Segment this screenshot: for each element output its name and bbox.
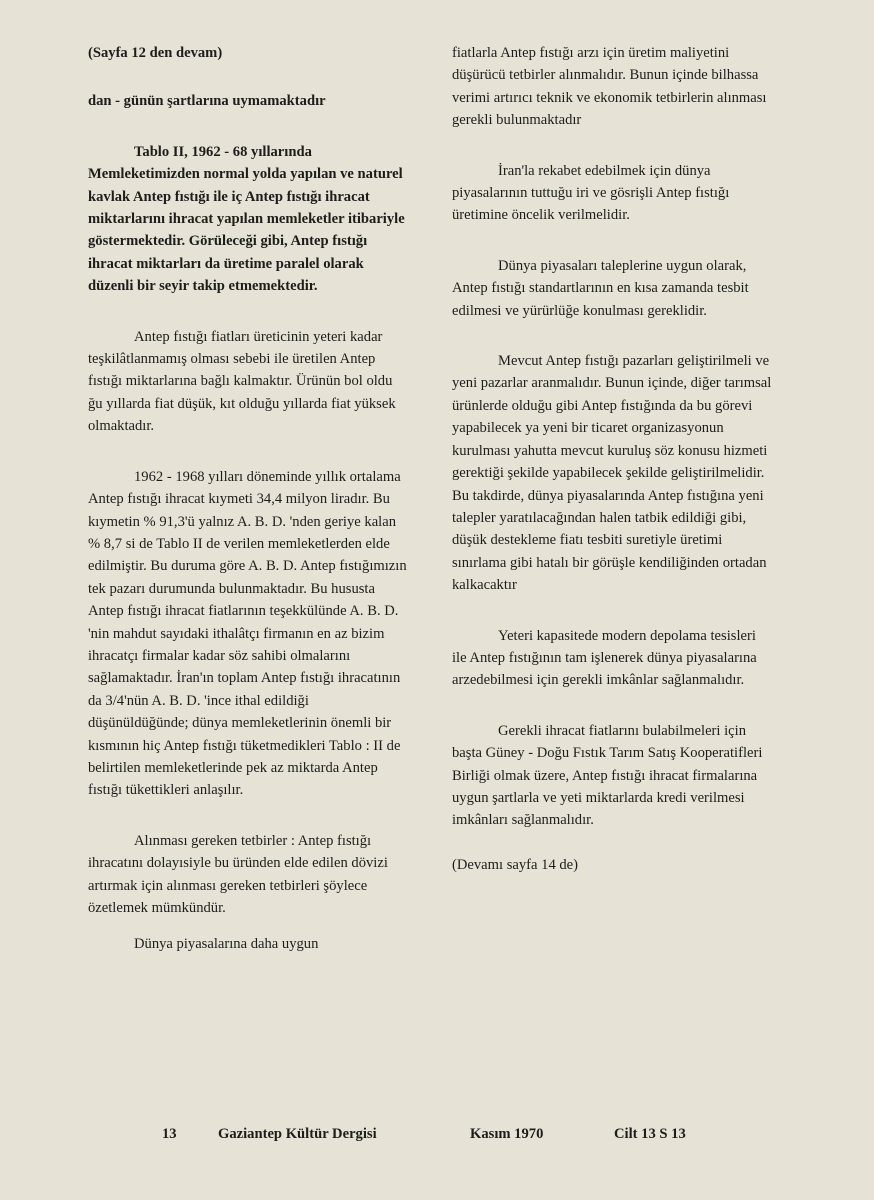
paragraph-export-value: 1962 - 1968 yılları döneminde yıllık ortalama Antep fıstığı ihracat kıymeti 34,4 milyon liradır. Bu kıymetin % 91,3'ü yalnız A. B. D. 'nden geriye kalan % 8,7 si de Tablo II de verilen memleketlerden elde edilmiştir. Bu duruma göre A. B. D. Antep fıstığımızın tek pazarı durumunda bulunmaktadır. Bu hususta Antep fıstığı ihracat fiatlarının teşekkülünde A. B. D. 'nin mahdut sayıdaki ithalâtçı firmanın en az bizim ihracatçı firmalar kadar söz sahibi olmalarını sağlamaktadır. İran'ın toplam Antep fıstığı ihracatının da 3/4'nün A. B. D. 'ince ithal edildiği düşünüldüğünde; dünya memleketlerinin önemli bir kısmının hiç Antep fıstığı tüketmedikleri Tablo : II de belirtilen memleketlerinde pek az miktarda Antep fıstığı tükettikleri anlaşılır.: [88, 468, 407, 799]
paragraph-standards: Dünya piyasaları taleplerine uygun olarak, Antep fıstığı standartlarının en kısa zamanda tesbit edilmesi ve yürürlüğe konulması gereklidir.: [452, 257, 749, 319]
paragraph-prices: Antep fıstığı fiatları üreticinin yeteri kadar teşkilâtlanmamış olması sebebi ile üretilen Antep fıstığı miktarlarına bağlı kalmaktır. Ürünün bol oldu ğu yıllarda fiat düşük, kıt olduğu yıllarda fiat yüksek olmaktadır.: [88, 328, 396, 435]
paragraph-world-markets: Dünya piyasalarına daha uygun: [134, 936, 319, 953]
magazine-title: Gaziantep Kültür Dergisi: [218, 1126, 377, 1142]
paragraph-iran-competition: İran'la rekabet edebilmek için dünya piyasalarının tuttuğu iri ve gösrişli Antep fıstığı üretimine öncelik verilmelidir.: [452, 162, 730, 224]
page-footer: [0, 1126, 874, 1150]
paragraph-measures: Alınması gereken tetbirler : Antep fıstığı ihracatını dolayısiyle bu üründen elde edilen dövizi artırmak için alınması gereken tetbirleri şöylece özetlemek mümkündür.: [88, 832, 388, 916]
right-column: [452, 42, 774, 904]
left-column: [88, 42, 410, 984]
volume-issue: Cilt 13 S 13: [614, 1126, 686, 1142]
paragraph-intro-fragment: dan - günün şartlarına uymamaktadır: [88, 93, 326, 110]
continued-from-note: (Sayfa 12 den devam): [88, 45, 223, 61]
paragraph-credit: Gerekli ihracat fiatlarını bulabilmeleri için başta Güney - Doğu Fıstık Tarım Satış Kooperatifleri Birliği olmak üzere, Antep fıstığı ihracat firmalarına uygun şartlarla ve yeti miktarlarda kredi verilmesi imkânları sağlanmalıdır.: [452, 722, 763, 829]
issue-date: Kasım 1970: [470, 1126, 544, 1142]
paragraph-table-ii: Tablo II, 1962 - 68 yıllarında Memleketimizden normal yolda yapılan ve naturel kavlak Antep fıstığı ile iç Antep fıstığı ihracat miktarlarını ihracat yapılan memleketler itibariyle göstermektedir. Görüleceği gibi, Antep fıstığı ihracat miktarları da üretime paralel olarak düzenli bir seyir takip etmemektedir.: [88, 143, 405, 295]
paragraph-new-markets: Mevcut Antep fıstığı pazarları geliştirilmeli ve yeni pazarlar aranmalıdır. Bunun içinde, diğer tarımsal ürünlerde olduğu gibi Antep fıstığında da bu görevi yapabilecek ya yeni bir ticaret organizasyonun kurulması yahutta mevcut kuruluş söz konusu hizmeti gerektiği şekilde yapabilecek şekilde geliştirilmelidir. Bu takdirde, dünya piyasalarında Antep fıstığına yeni talepler yaratılacağından halen tatbik edildiği gibi, düşük destekleme fiatı tesbiti suretiyle üretimi sınırlama gibi hatalı bir görüşle kendiliğinden ortadan kalkacaktır: [452, 353, 772, 594]
paragraph-storage: Yeteri kapasitede modern depolama tesisleri ile Antep fıstığının tam işlenerek dünya piyasalarına arzedebilmesi için gerekli imkânlar sağlanmalıdır.: [452, 627, 757, 689]
continued-to-note: (Devamı sayfa 14 de): [452, 856, 579, 873]
paragraph-cost-measures: fiatlarla Antep fıstığı arzı için üretim maliyetini düşürücü tetbirler alınmalıdır. Bunun içinde bilhassa verimi artırıcı teknik ve ekonomik tetbirlerin alınması gerekli bulunmaktadır: [452, 45, 767, 129]
page-number: 13: [162, 1126, 177, 1142]
